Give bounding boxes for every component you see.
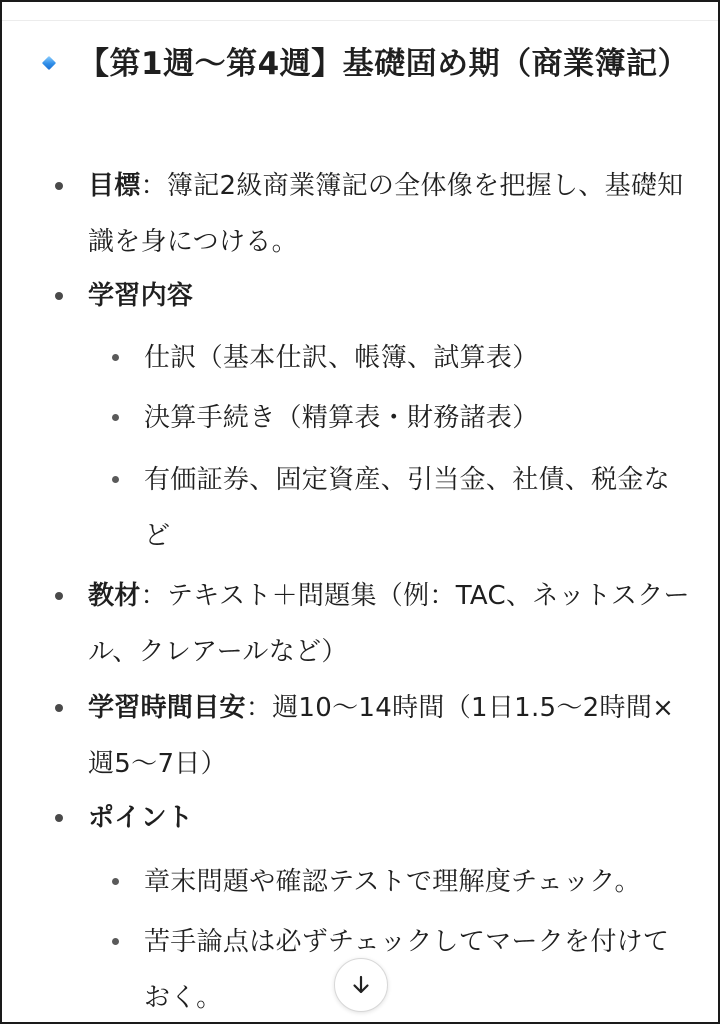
item-label: ポイント xyxy=(88,803,194,833)
sub-list-item: 仕訳（基本仕訳、帳簿、試算表） xyxy=(144,330,684,386)
scroll-to-bottom-button[interactable] xyxy=(334,958,388,1012)
sub-list-item: 有価証券、固定資産、引当金、社債、税金など xyxy=(144,452,684,564)
bullet xyxy=(55,292,63,300)
list-item-goal: 目標：簿記2級商業簿記の全体像を把握し、基礎知識を身につける。 xyxy=(88,158,698,270)
list-item-content xyxy=(88,268,698,324)
item-text: 週10〜14時間（1日1.5〜2時間×週5〜7日） xyxy=(88,693,675,779)
bullet xyxy=(55,814,63,822)
sub-list-item: 苦手論点は必ずチェックしてマークを付けておく。 xyxy=(144,914,684,1024)
sub-list-item: 章末問題や確認テストで理解度チェック。 xyxy=(144,854,684,910)
list-item-time: 学習時間目安：週10〜14時間（1日1.5〜2時間×週5〜7日） xyxy=(88,680,698,792)
bullet xyxy=(55,182,63,190)
bullet xyxy=(55,704,63,712)
item-label: 教材 xyxy=(88,581,141,611)
arrow-down-icon xyxy=(349,973,373,997)
bullet xyxy=(112,414,119,421)
item-label: 目標 xyxy=(88,171,141,201)
item-label: 学習時間目安 xyxy=(88,693,246,723)
section-heading xyxy=(32,36,692,92)
bullet xyxy=(112,878,119,885)
bullet xyxy=(112,354,119,361)
item-text: 簿記2級商業簿記の全体像を把握し、基礎知識を身につける。 xyxy=(88,171,684,257)
bullet xyxy=(112,476,119,483)
item-text: テキスト＋問題集（例：TAC、ネットスクール、クレアールなど） xyxy=(88,581,690,667)
list-item-material: 教材：テキスト＋問題集（例：TAC、ネットスクール、クレアールなど） xyxy=(88,568,698,680)
list-item-points xyxy=(88,790,698,846)
bullet xyxy=(55,592,63,600)
small-blue-diamond-icon xyxy=(42,56,56,70)
section-heading-text: 【第1週〜第4週】基礎固め期（商業簿記） xyxy=(78,46,690,82)
item-label: 学習内容 xyxy=(88,281,194,311)
bullet xyxy=(112,938,119,945)
sub-list-item: 決算手続き（精算表・財務諸表） xyxy=(144,390,684,446)
divider xyxy=(2,20,718,21)
